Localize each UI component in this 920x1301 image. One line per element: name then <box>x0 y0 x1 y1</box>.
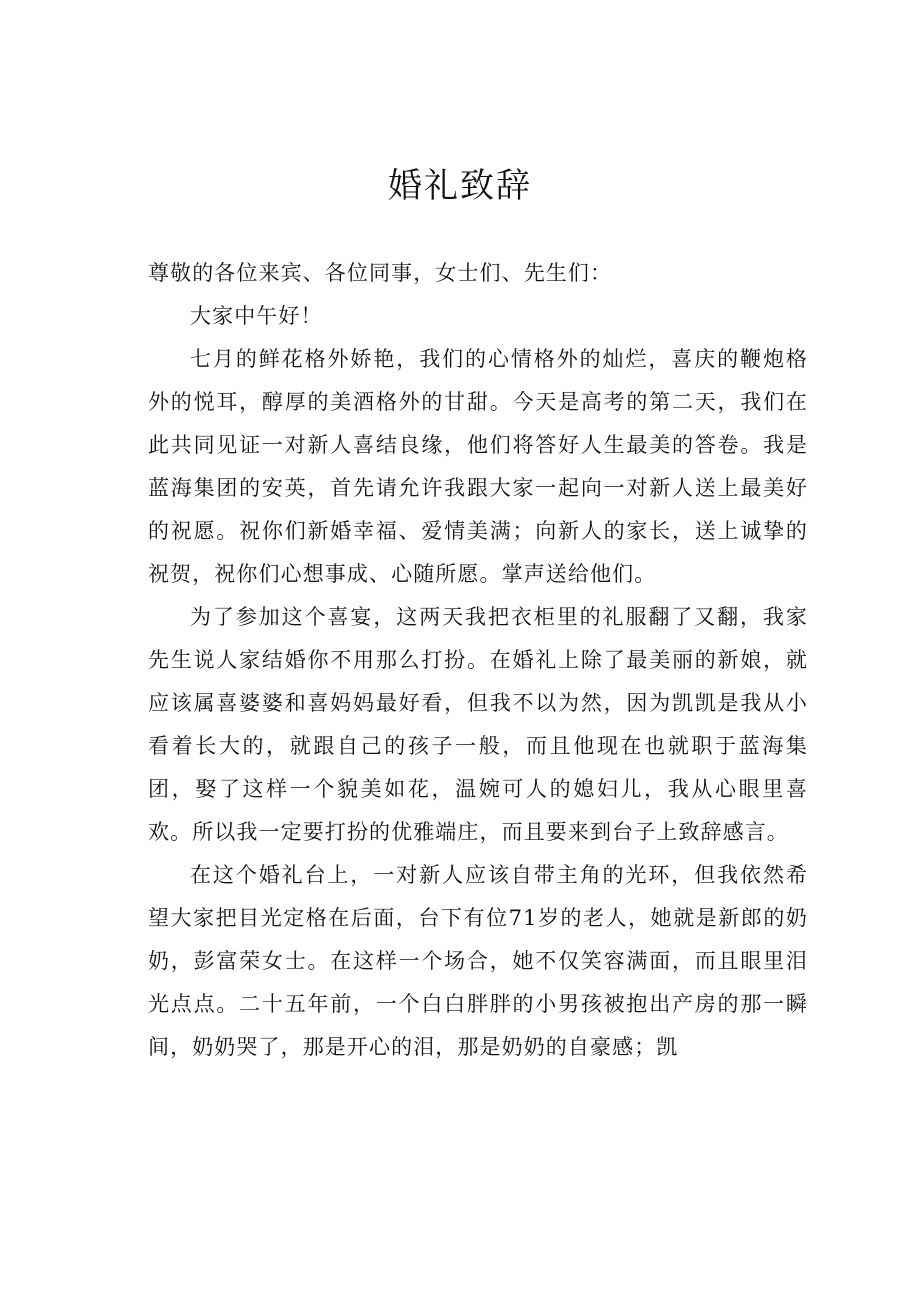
document-title: 婚礼致辞 <box>388 166 532 206</box>
paragraph: 在这个婚礼台上，一对新人应该自带主角的光环，但我依然希望大家把目光定格在后面，台下有位71岁的老人，她就是新郎的奶奶，彭富荣女士。在这样一个场合，她不仅笑容满面，而且眼里泪光点点。二十五年前，一个白白胖胖的小男孩被抱出产房的那一瞬间，奶奶哭了，那是开心的泪，那是奶奶的自豪感；凯 <box>148 863 808 1059</box>
paragraph: 为了参加这个喜宴，这两天我把衣柜里的礼服翻了又翻，我家先生说人家结婚你不用那么打扮。在婚礼上除了最美丽的新娘，就应该属喜婆婆和喜妈妈最好看，但我不以为然，因为凯凯是我从小看着长大的，就跟自己的孩子一般，而且他现在也就职于蓝海集团，娶了这样一个貌美如花，温婉可人的媳妇儿，我从心眼里喜欢。所以我一定要打扮的优雅端庄，而且要来到台子上致辞感言。 <box>148 605 808 844</box>
salutation: 尊敬的各位来宾、各位同事，女士们、先生们： <box>148 261 613 285</box>
paragraph: 七月的鲜花格外娇艳，我们的心情格外的灿烂，喜庆的鞭炮格外的悦耳，醇厚的美酒格外的甘甜。今天是高考的第二天，我们在此共同见证一对新人喜结良缘，他们将答好人生最美的答卷。我是蓝海集团的安英，首先请允许我跟大家一起向一对新人送上最美好的祝愿。祝你们新婚幸福、爱情美满；向新人的家长，送上诚挚的祝贺，祝你们心想事成、心随所愿。掌声送给他们。 <box>148 347 808 586</box>
document-body <box>148 252 808 1069</box>
greeting: 大家中午好！ <box>190 304 323 328</box>
